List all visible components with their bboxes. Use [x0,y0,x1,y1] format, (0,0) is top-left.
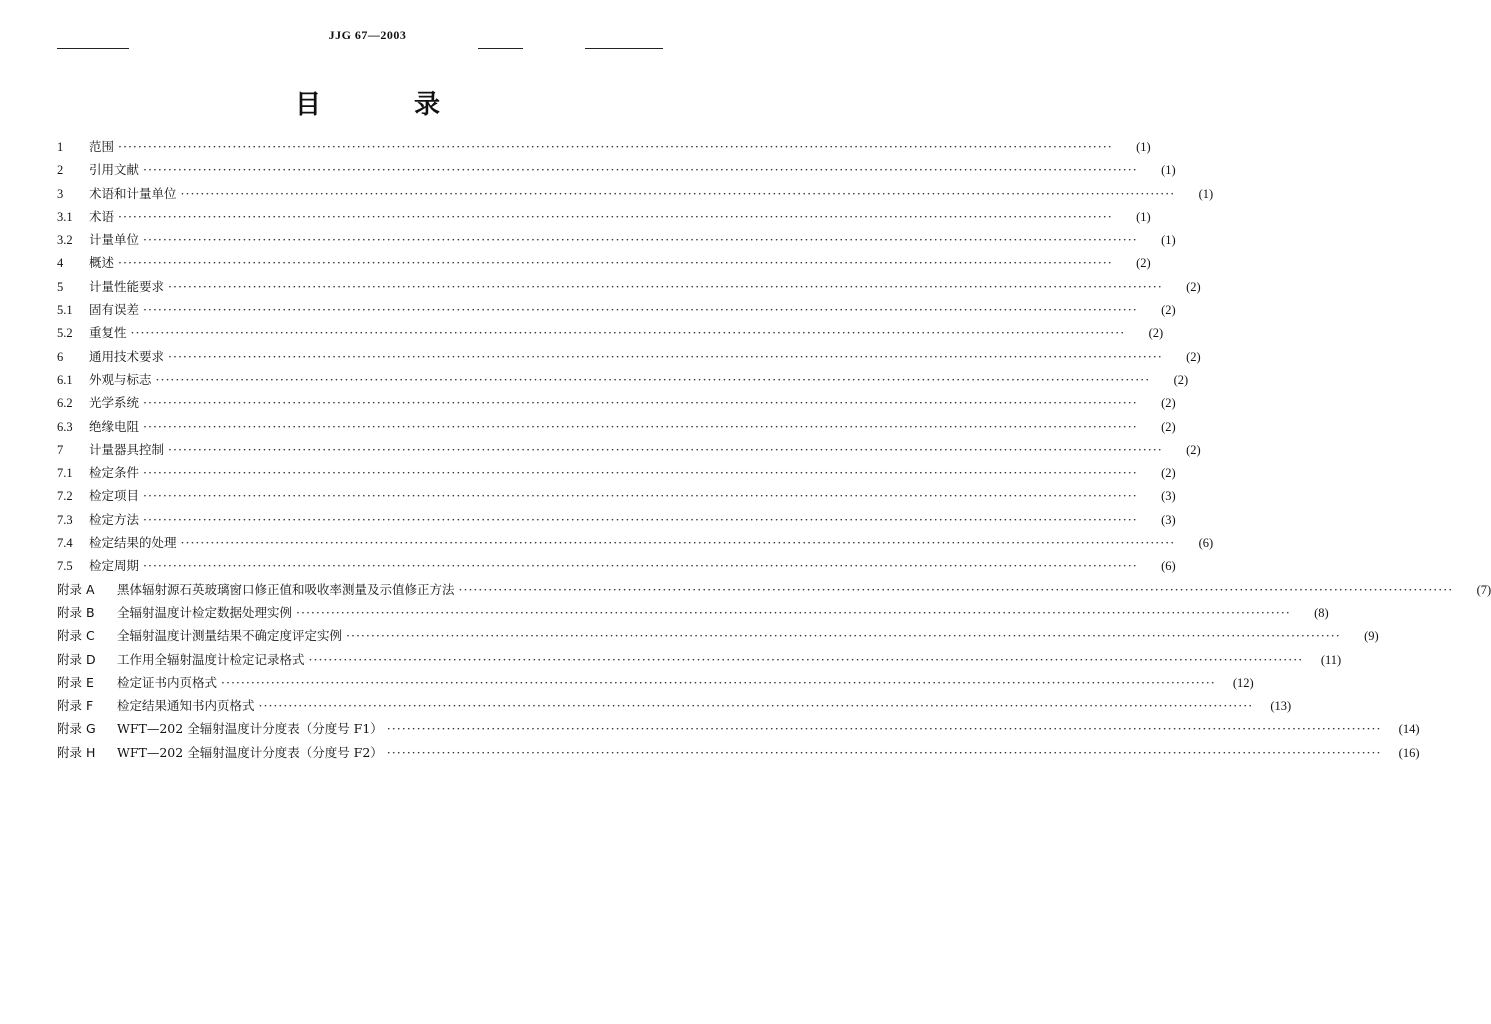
toc-entry-number: 3 [57,186,64,201]
toc-entry[interactable] [57,391,1176,414]
toc-entry[interactable] [57,205,1151,228]
toc-entry[interactable] [57,741,1420,764]
toc-entry-number: 4 [57,256,64,271]
toc-entry[interactable] [57,508,1176,531]
toc-entry-number: 2 [57,163,64,178]
toc-entry-title: 绝缘电阻 [89,418,140,434]
toc-dot-leader: ········································································································································································································ [168,278,1163,294]
toc-entry-number: 6 [57,349,64,364]
toc-dot-leader: ········································································································································································································ [168,441,1163,457]
toc-entry-page: (3) [1161,489,1176,504]
toc-entry-title: 检定证书内页格式 [117,674,218,690]
toc-entry-number: 7.5 [57,559,73,574]
toc-entry-title: WFT—202 全辐射温度计分度表（分度号 F1） [117,721,383,737]
toc-entry[interactable] [57,671,1254,694]
toc-entry-title: 重复性 [89,325,127,341]
toc-dot-leader: ········································································································································································································ [180,185,1176,201]
toc-entry-number: 7 [57,442,64,457]
toc-entry[interactable] [57,694,1292,717]
toc-dot-leader: ········································································································································································································ [143,418,1138,434]
toc-entry-number: 7.2 [57,489,73,504]
header-rule [57,48,129,49]
toc-entry-number: 6.3 [57,419,73,434]
toc-entry-number: 3.1 [57,209,73,224]
toc-entry-number: 6.2 [57,396,73,411]
toc-dot-leader: ········································································································································································································ [143,162,1138,178]
toc-entry-number: 附录 H [57,744,96,760]
toc-entry-number: 附录 G [57,721,96,737]
toc-dot-leader: ········································································································································································································ [143,511,1138,527]
toc-entry[interactable] [57,484,1176,507]
toc-entry-number: 5.2 [57,326,73,341]
header-rule [585,48,663,49]
toc-entry-page: (6) [1198,536,1214,551]
toc-dot-leader: ········································································································································································································ [221,674,1216,690]
toc-dot-leader: ········································································································································································································ [118,208,1113,224]
toc-entry-title: WFT—202 全辐射温度计分度表（分度号 F2） [117,744,383,760]
header-rule [478,48,523,49]
toc-entry-number: 附录 A [57,581,95,597]
toc-dot-leader: ········································································································································································································ [143,395,1138,411]
toc-dot-leader: ········································································································································································································ [143,302,1138,318]
toc-entry[interactable] [57,554,1176,577]
toc-dot-leader: ········································································································································································································ [386,744,1382,760]
toc-entry-number: 5 [57,279,64,294]
toc-entry[interactable] [57,275,1201,298]
toc-entry-number: 附录 D [57,651,96,667]
toc-entry-page: (13) [1270,699,1292,714]
toc-entry[interactable] [57,298,1176,321]
toc-entry-page: (2) [1173,372,1189,387]
toc-entry-page: (3) [1161,512,1176,527]
toc-entry-title: 检定方法 [89,511,140,527]
toc-entry-page: (2) [1136,256,1151,271]
toc-entry-title: 工作用全辐射温度计检定记录格式 [117,651,305,667]
toc-entry[interactable] [57,624,1379,647]
toc-entry-title: 检定结果的处理 [89,535,177,551]
toc-entry-page: (1) [1161,163,1176,178]
toc-entry[interactable] [57,345,1201,368]
toc-entry[interactable] [57,368,1189,391]
toc-entry-number: 附录 C [57,628,95,644]
toc-entry-title: 固有误差 [89,302,140,318]
toc-entry-page: (1) [1136,209,1151,224]
toc-entry[interactable] [57,251,1151,274]
toc-entry-page: (9) [1364,629,1379,644]
toc-entry-page: (2) [1148,326,1164,341]
toc-entry-title: 引用文献 [89,162,140,178]
toc-entry-page: (11) [1320,652,1342,667]
toc-entry-title: 检定结果通知书内页格式 [117,698,255,714]
toc-entry-title: 术语和计量单位 [89,185,177,201]
toc-entry-number: 7.1 [57,466,73,481]
toc-entry-number: 3.2 [57,233,73,248]
document-code: JJG 67—2003 [328,28,407,42]
toc-entry-page: (2) [1186,349,1201,364]
toc-entry-number: 7.4 [57,536,73,551]
toc-dot-leader: ········································································································································································································ [143,488,1138,504]
toc-dot-leader: ········································································································································································································ [143,232,1138,248]
toc-entry-page: (2) [1186,279,1201,294]
toc-entry-page: (8) [1314,605,1329,620]
toc-dot-leader: ········································································································································································································ [346,628,1341,644]
toc-entry[interactable] [57,461,1176,484]
toc-entry[interactable] [57,717,1420,740]
toc-entry-title: 检定项目 [89,488,140,504]
toc-entry-title: 外观与标志 [89,371,152,387]
toc-dot-leader: ········································································································································································································ [258,698,1254,714]
toc-dot-leader: ········································································································································································································ [143,558,1138,574]
toc-entry-page: (16) [1398,745,1420,760]
toc-entry-title: 概述 [89,255,115,271]
toc-entry-title: 范围 [89,139,115,154]
toc-entry[interactable] [57,415,1176,438]
toc-entry-page: (2) [1161,303,1176,318]
table-of-contents [57,135,1491,764]
toc-entry-title: 黑体辐射源石英玻璃窗口修正值和吸收率测量及示值修正方法 [117,581,455,597]
toc-dot-leader: ········································································································································································································ [168,348,1163,364]
toc-entry-title: 计量性能要求 [89,278,165,294]
toc-entry-number: 7.3 [57,512,73,527]
toc-entry-title: 通用技术要求 [89,348,165,364]
toc-entry-title: 计量器具控制 [89,441,165,457]
toc-entry[interactable] [57,182,1214,205]
toc-entry-number: 1 [57,140,64,154]
toc-entry-page: (2) [1161,466,1176,481]
toc-entry-page: (1) [1161,233,1176,248]
toc-dot-leader: ········································································································································································································ [118,255,1113,271]
toc-entry-number: 6.1 [57,372,73,387]
toc-dot-leader: ········································································································································································································ [155,371,1151,387]
toc-entry-title: 检定条件 [89,465,140,481]
toc-entry-page: (7) [1476,582,1491,597]
toc-entry[interactable] [57,648,1342,671]
toc-dot-leader: ········································································································································································································ [308,651,1304,667]
toc-entry-page: (1) [1198,186,1214,201]
toc-entry-title: 计量单位 [89,232,140,248]
toc-entry-number: 附录 B [57,604,95,620]
toc-dot-leader: ········································································································································································································ [386,721,1382,737]
toc-entry-title: 检定周期 [89,558,140,574]
toc-dot-leader: ········································································································································································································ [130,325,1126,341]
toc-entry[interactable] [57,135,1151,158]
toc-entry-number: 附录 E [57,674,94,690]
toc-entry-page: (2) [1161,419,1176,434]
toc-entry[interactable] [57,531,1214,554]
toc-entry[interactable] [57,228,1176,251]
toc-entry-number: 附录 F [57,698,94,714]
toc-dot-leader: ········································································································································································································ [180,535,1176,551]
toc-entry-page: (1) [1136,140,1151,154]
toc-entry-page: (2) [1186,442,1201,457]
toc-entry-title: 全辐射温度计测量结果不确定度评定实例 [117,628,343,644]
toc-dot-leader: ········································································································································································································ [458,581,1454,597]
page-title: 目 录 [294,90,483,120]
toc-entry-page: (6) [1161,559,1176,574]
toc-entry[interactable] [57,601,1329,624]
toc-entry[interactable] [57,321,1164,344]
toc-entry[interactable] [57,438,1201,461]
toc-entry-page: (12) [1232,675,1254,690]
toc-dot-leader: ········································································································································································································ [296,604,1291,620]
toc-entry[interactable] [57,578,1491,601]
toc-entry[interactable] [57,158,1176,181]
toc-entry-number: 5.1 [57,303,73,318]
toc-entry-page: (2) [1161,396,1176,411]
toc-dot-leader: ········································································································································································································ [143,465,1138,481]
toc-entry-title: 光学系统 [89,395,140,411]
toc-entry-title: 全辐射温度计检定数据处理实例 [117,604,293,620]
toc-dot-leader: ········································································································································································································ [118,139,1113,154]
toc-entry-page: (14) [1398,722,1420,737]
toc-entry-title: 术语 [89,208,115,224]
page-header [0,28,735,52]
